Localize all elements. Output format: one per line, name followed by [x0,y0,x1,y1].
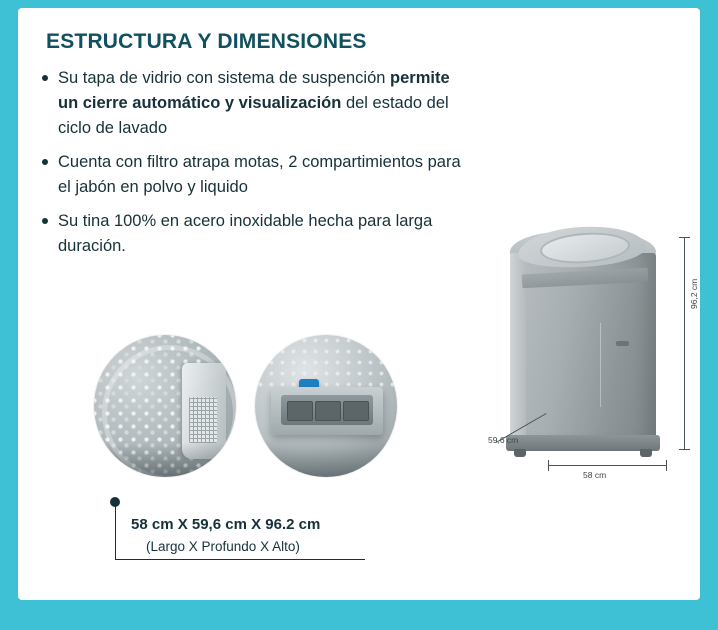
washer-seam [600,323,601,407]
width-label: 58 cm [583,470,607,480]
drum-shadow [94,443,236,477]
feature-text-2: Cuenta con filtro atrapa motas, 2 compartimientos para el jabón en polvo y liquido [58,153,461,196]
feature-text-3: Su tina 100% en acero inoxidable hecha para larga duración. [58,212,433,255]
feature-text-1a: Su tapa de vidrio con sistema de suspención [58,69,391,87]
height-measure-line [684,237,685,449]
page-title: ESTRUCTURA Y DIMENSIONES [46,30,367,53]
dispenser-dimple-texture [255,335,397,391]
list-item [58,209,473,259]
dispenser-tray [281,395,373,425]
drum-filter-photo [94,335,236,477]
dispenser-compartment [343,401,369,421]
width-measure-cap-left [548,460,549,471]
washer-diagram [488,223,703,483]
washer-foot [640,449,652,457]
feature-text-1c: del estado del ciclo de lavado [58,94,449,137]
height-measure-cap-top [679,237,690,238]
dispenser-compartment [315,401,341,421]
dispenser-drawer [271,387,383,435]
caption-pointer-line [115,502,116,560]
feature-list [34,66,473,268]
height-label: 96,2 cm [689,278,699,309]
lint-filter-mesh [189,397,217,443]
caption-underline [115,559,365,560]
content-card [18,8,700,600]
feature-text-1b: permite un cierre automático y visualización [58,69,450,112]
list-item [58,150,473,200]
washer-foot [514,449,526,457]
dispenser-photo [255,335,397,477]
depth-label: 59,6 cm [488,435,519,445]
dimension-caption: 58 cm X 59,6 cm X 96.2 cm [131,516,321,533]
dispenser-compartment [287,401,313,421]
width-measure-line [548,465,666,466]
dispenser-shadow [255,439,397,477]
washer-handle [616,341,629,346]
width-measure-cap-right [666,460,667,471]
dimension-caption-sub: (Largo X Profundo X Alto) [146,539,300,554]
list-item [58,66,473,141]
washer-base [506,435,660,451]
height-measure-cap-bottom [679,449,690,450]
